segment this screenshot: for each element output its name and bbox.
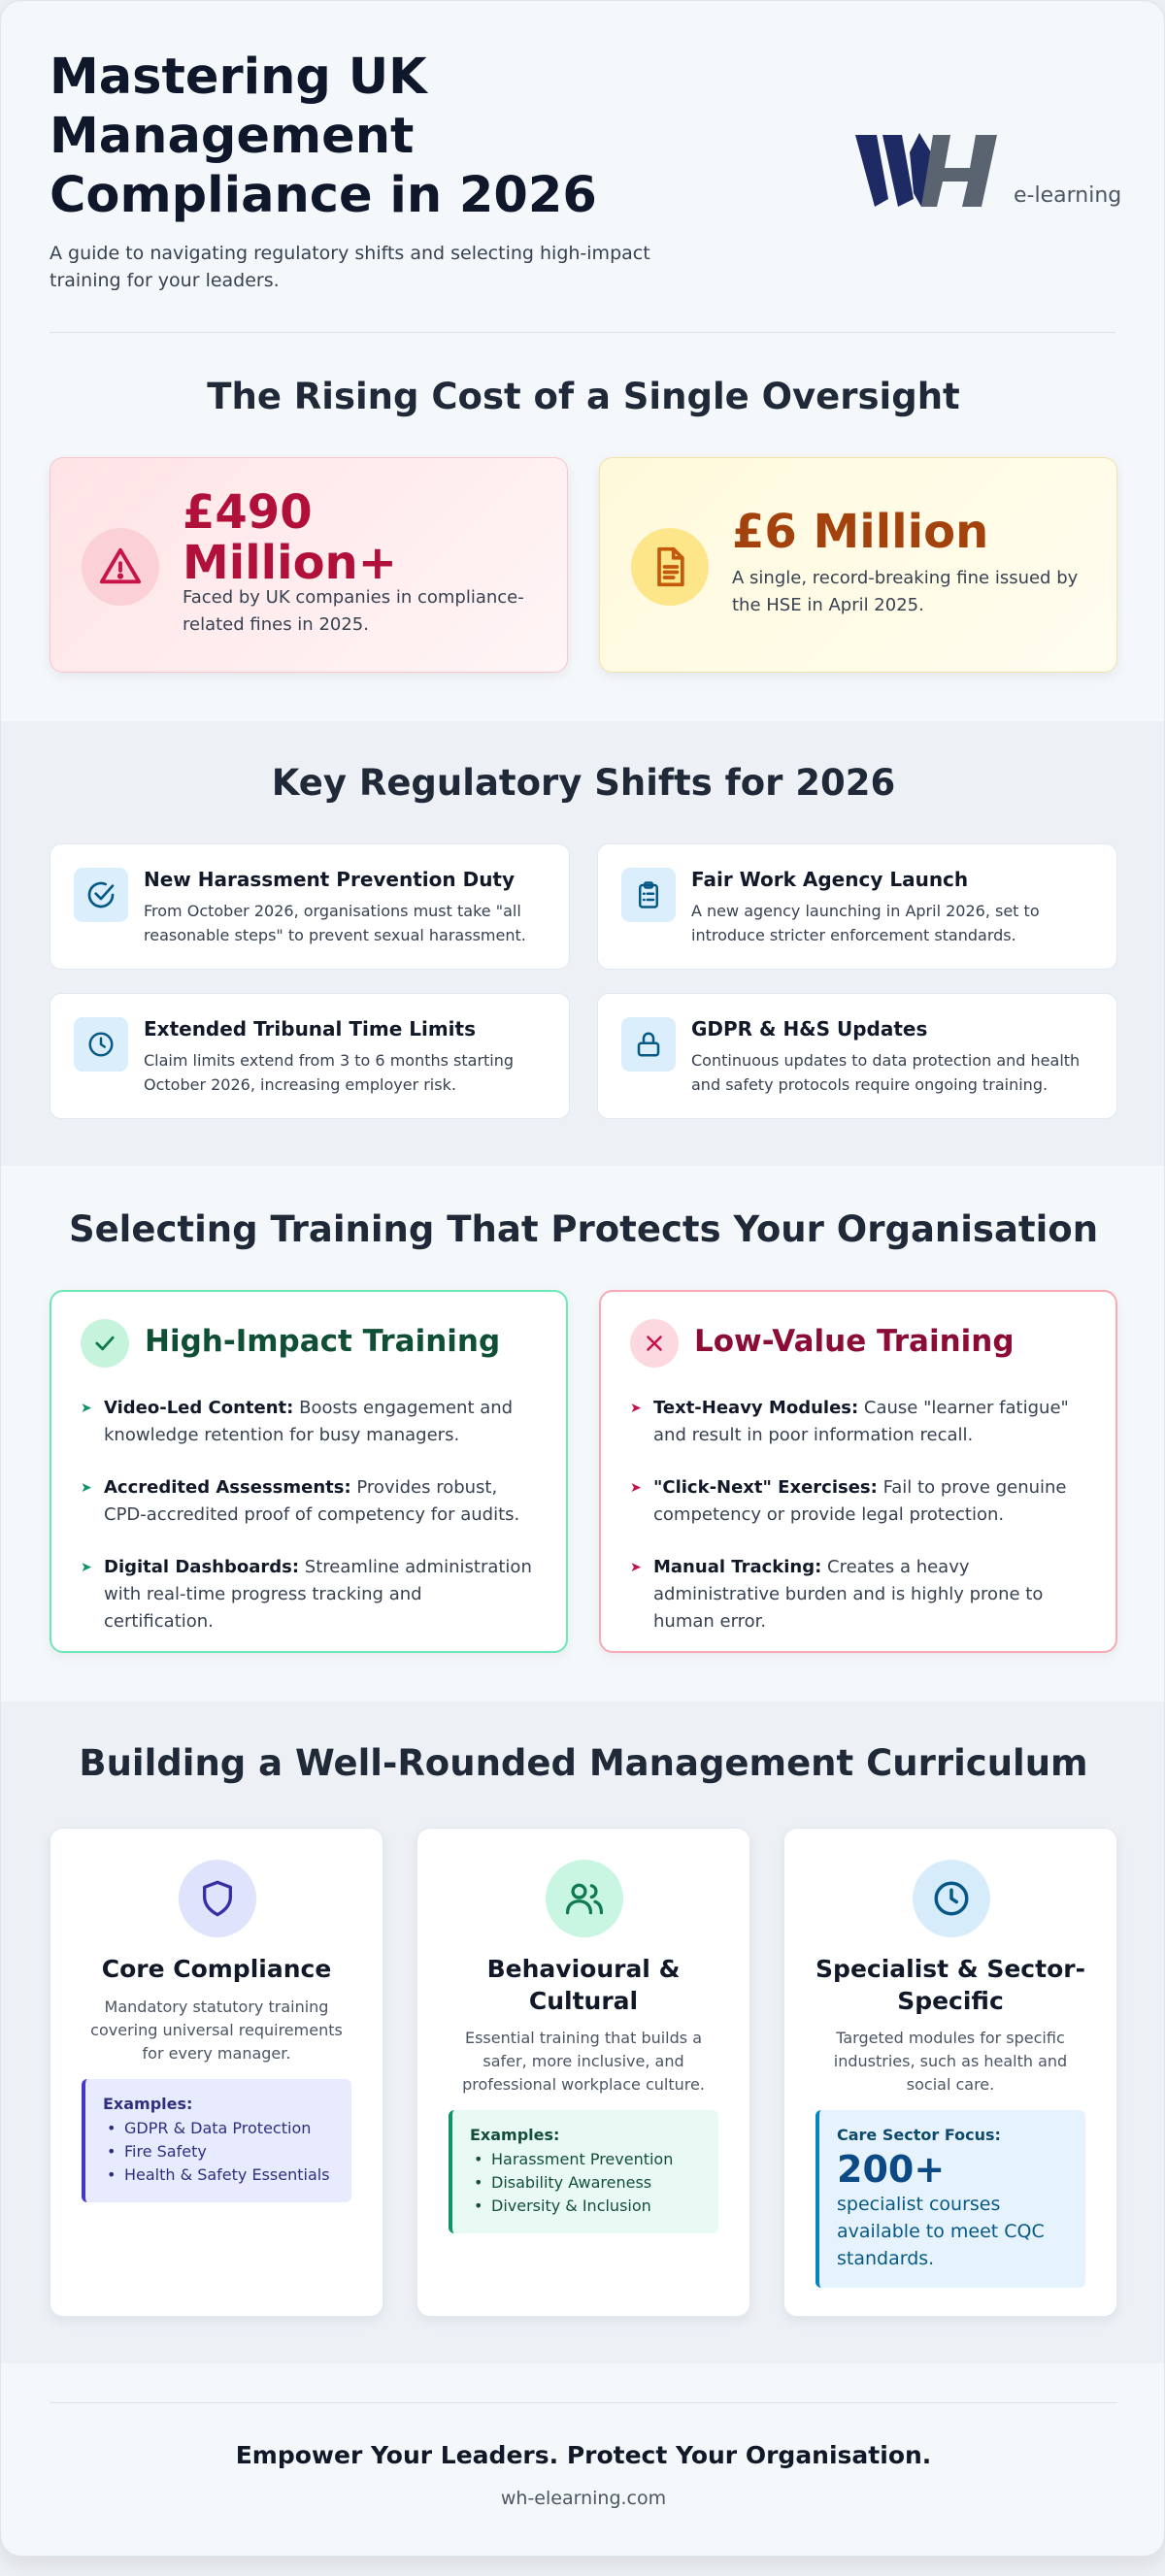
- clipboard-icon: [621, 868, 676, 922]
- list-item: ➤ "Click-Next" Exercises: Fail to prove genuine competency or provide legal protection.: [630, 1474, 1086, 1529]
- stat-description: Faced by UK companies in compliance-related fines in 2025.: [183, 587, 524, 635]
- shift-description: A new agency launching in April 2026, set to introduce stricter enforcement standards.: [691, 902, 1040, 944]
- stat-card-fines-2025: [50, 457, 568, 673]
- shift-description: From October 2026, organisations must take "all reasonable steps" to prevent sexual harassment.: [144, 902, 526, 944]
- list-item: ➤ Video-Led Content: Boosts engagement and knowledge retention for busy managers.: [81, 1395, 537, 1449]
- shift-card-tribunal-limits: [50, 993, 570, 1119]
- training-section: [1, 1166, 1165, 1701]
- shift-card-fair-work-agency: [597, 843, 1117, 970]
- stat-value: £490 Million+: [183, 485, 397, 590]
- page-subtitle: A guide to navigating regulatory shifts and selecting high-impact training for your leaders.: [50, 243, 650, 291]
- clock-icon: [913, 1860, 990, 1937]
- focus-heading: Care Sector Focus:: [837, 2126, 1001, 2144]
- stat-card-hse-fine: [599, 457, 1117, 673]
- training-section-title: Selecting Training That Protects Your Organisation: [68, 1208, 1099, 1250]
- curriculum-section: [1, 1701, 1165, 2363]
- stat-value: £6 Million: [732, 505, 989, 559]
- regulatory-shifts-section: [1, 721, 1165, 1166]
- high-impact-title: High-Impact Training: [145, 1324, 501, 1359]
- check-circle-icon: [74, 868, 128, 922]
- card-description: Mandatory statutory training covering universal requirements for every manager.: [90, 1998, 343, 2063]
- shift-card-gdpr-hs: [597, 993, 1117, 1119]
- logo-tagline: e-learning: [1014, 183, 1122, 208]
- example-item: • GDPR & Data Protection: [103, 2117, 334, 2140]
- example-item: • Disability Awareness: [470, 2171, 701, 2195]
- shift-card-harassment: [50, 843, 570, 970]
- list-item: ➤ Manual Tracking: Creates a heavy administrative burden and is highly prone to human error.: [630, 1554, 1086, 1635]
- wh-logo-mark: [853, 129, 1028, 215]
- card-title: Specialist & Sector-Specific: [816, 1955, 1085, 2015]
- arrow-icon: ➤: [630, 1401, 642, 1416]
- curriculum-card-behavioural: [416, 1828, 750, 2317]
- shift-description: Continuous updates to data protection and health and safety protocols require ongoing training.: [691, 1051, 1081, 1094]
- focus-description: specialist courses available to meet CQC standards.: [837, 2194, 1045, 2269]
- card-description: Targeted modules for specific industries, such as health and social care.: [833, 2029, 1068, 2094]
- example-item: • Fire Safety: [103, 2140, 334, 2163]
- shield-icon: [179, 1860, 256, 1937]
- x-icon: [630, 1319, 679, 1368]
- low-value-training-card: [599, 1290, 1117, 1653]
- document-icon: [631, 528, 709, 606]
- example-item: • Diversity & Inclusion: [470, 2195, 701, 2218]
- shift-title: GDPR & H&S Updates: [691, 1017, 928, 1040]
- cost-section-title: The Rising Cost of a Single Oversight: [207, 376, 960, 417]
- shifts-section-title: Key Regulatory Shifts for 2026: [271, 762, 896, 804]
- list-item: ➤ Accredited Assessments: Provides robust, CPD-accredited proof of competency for audits.: [81, 1474, 537, 1529]
- stat-description: A single, record-breaking fine issued by the HSE in April 2025.: [732, 568, 1079, 615]
- curriculum-card-core-compliance: [50, 1828, 383, 2317]
- examples-box: [82, 2079, 351, 2202]
- footer-tagline: Empower Your Leaders. Protect Your Organisation.: [235, 2441, 932, 2469]
- cost-section: [1, 333, 1165, 721]
- high-impact-training-card: [50, 1290, 568, 1653]
- example-item: • Health & Safety Essentials: [103, 2163, 334, 2187]
- low-value-title: Low-Value Training: [694, 1324, 1015, 1359]
- arrow-icon: ➤: [81, 1401, 92, 1416]
- shift-title: Extended Tribunal Time Limits: [144, 1017, 476, 1040]
- footer: [1, 2363, 1165, 2557]
- arrow-icon: ➤: [81, 1560, 92, 1575]
- wh-logo: [853, 129, 1122, 215]
- shift-description: Claim limits extend from 3 to 6 months starting October 2026, increasing employer risk.: [144, 1051, 515, 1094]
- footer-divider: [50, 2402, 1117, 2403]
- list-item: ➤ Text-Heavy Modules: Cause "learner fatigue" and result in poor information recall.: [630, 1395, 1086, 1449]
- footer-website: wh-elearning.com: [500, 2488, 667, 2509]
- focus-value: 200+: [837, 2148, 946, 2191]
- clock-icon: [74, 1017, 128, 1072]
- curriculum-card-specialist: [783, 1828, 1117, 2317]
- card-description: Essential training that builds a safer, more inclusive, and professional workplace culture.: [462, 2029, 705, 2094]
- examples-heading: Examples:: [470, 2126, 560, 2144]
- shift-title: New Harassment Prevention Duty: [144, 868, 516, 891]
- example-item: • Harassment Prevention: [470, 2148, 701, 2171]
- lock-icon: [621, 1017, 676, 1072]
- curriculum-section-title: Building a Well-Rounded Management Curriculum: [79, 1742, 1088, 1784]
- warning-triangle-icon: [82, 528, 159, 606]
- examples-box: [449, 2110, 718, 2233]
- low-value-list: [630, 1395, 1086, 1661]
- header: [1, 1, 1164, 333]
- arrow-icon: ➤: [630, 1560, 642, 1575]
- users-icon: [546, 1860, 623, 1937]
- arrow-icon: ➤: [81, 1480, 92, 1496]
- high-impact-list: [81, 1395, 537, 1661]
- card-title: Core Compliance: [101, 1955, 332, 1983]
- check-icon: [81, 1319, 129, 1368]
- card-title: Behavioural & Cultural: [486, 1955, 681, 2015]
- examples-heading: Examples:: [103, 2095, 193, 2113]
- arrow-icon: ➤: [630, 1480, 642, 1496]
- shift-title: Fair Work Agency Launch: [691, 868, 969, 891]
- care-sector-focus-box: [816, 2110, 1085, 2288]
- list-item: ➤ Digital Dashboards: Streamline administration with real-time progress tracking and certification.: [81, 1554, 537, 1635]
- page-title: Mastering UK Management Compliance in 2026: [50, 49, 597, 224]
